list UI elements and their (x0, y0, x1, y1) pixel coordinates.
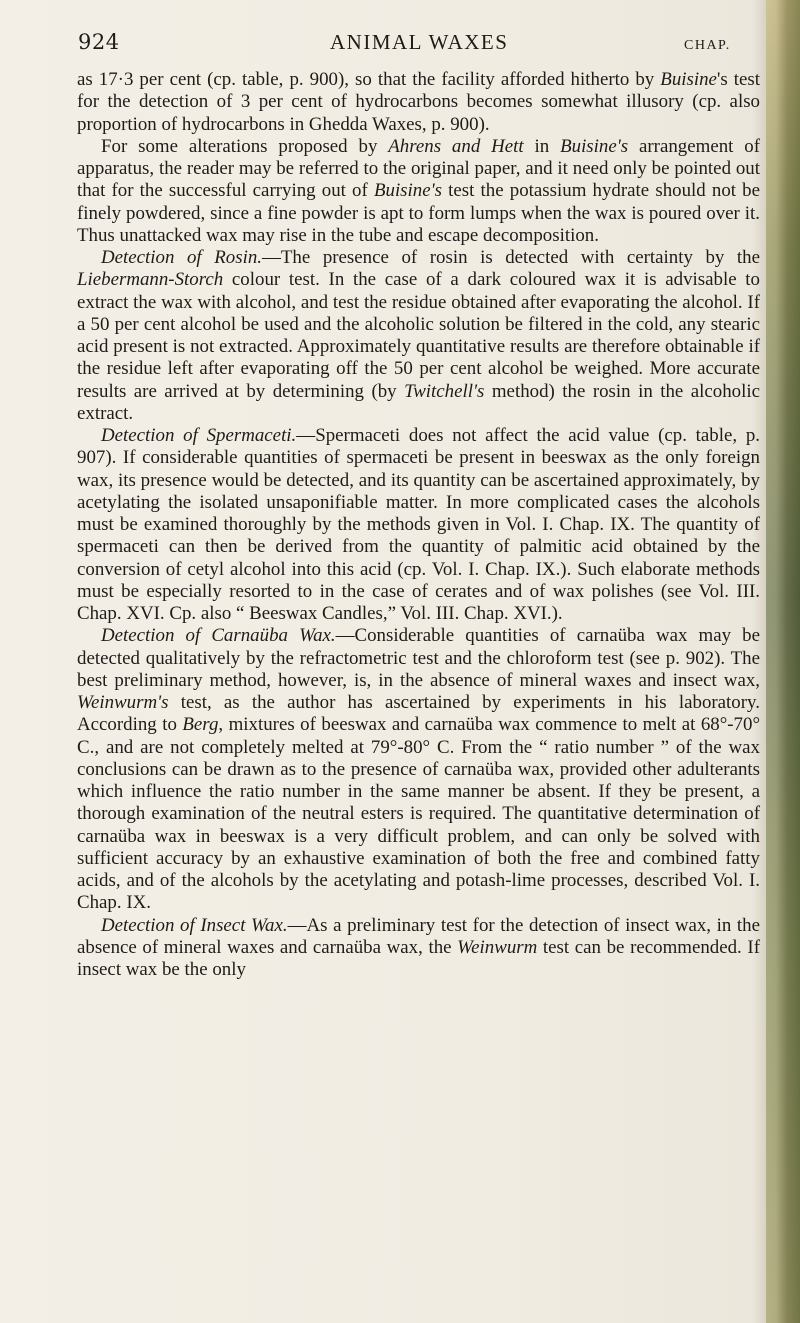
italic-term: Detection of Insect Wax. (101, 914, 288, 936)
paragraph-detection-insect-wax: Detection of Insect Wax.—As a preliminary test for the detection of insect wax, in the absence of mineral waxes and carnaüba wax, the Weinwurm test can be recommended. If insect wax be the only (77, 914, 761, 980)
page-number: 924 (78, 30, 120, 54)
paragraph-buisine-alterations: For some alterations proposed by Ahrens and Hett in Buisine's arrangement of apparatus, the reader may be referred to the original paper, and it need only be pointed out that for the successful carrying out of Buisine's test the potassium hydrate should not be finely powdered, since a fine powder is apt to form lumps when the wax is poured over it. Thus unattacked wax may rise in the tube and escape decomposition. (77, 135, 760, 246)
italic-term: Ahrens and Hett (388, 135, 524, 157)
paragraph-detection-carnauba: Detection of Carnaüba Wax.—Considerable quantities of carnaüba wax may be detected qualitatively by the refractometric test and the chloroform test (see p. 902). The best preliminary method, however, is, in the absence of mineral waxes and insect wax, Weinwurm's test, as the author has ascertained by experiments in his laboratory. According to Berg, mixtures of beeswax and carnaüba wax commence to melt at 68°-70° C., and are not completely melted at 79°-80° C. From the “ ratio number ” of the wax conclusions can be drawn as to the presence of carnaüba wax, provided other adulterants which influence the ratio number in the same manner be absent. If they be present, a thorough examination of the neutral esters is required. The quantitative determination of carnaüba wax in beeswax is a very difficult problem, and can only be solved with sufficient accuracy by an exhaustive examination of both the free and combined fatty acids, and of the alcohols by the acetylating and potash-lime processes, described Vol. I. Chap. IX. (77, 625, 760, 914)
running-title: ANIMAL WAXES (330, 30, 509, 54)
italic-term: Detection of Carnaüba Wax. (101, 625, 336, 647)
italic-term: Liebermann-Storch (77, 269, 224, 291)
italic-term: Twitchell's (404, 380, 485, 402)
paragraph-detection-rosin: Detection of Rosin.—The presence of rosin is detected with certainty by the Liebermann-Storch colour test. In the case of a dark coloured wax it is advisable to extract the wax with alcohol, and test the residue obtained after evaporating the alcohol. If a 50 per cent alcohol be used and the alcoholic solution be filtered in the cold, any stearic acid present is not extracted. Approximately quantitative results are therefore obtainable if the residue left after evaporating off the 50 per cent alcohol be weighed. More accurate results are arrived at by determining (by Twitchell's method) the rosin in the alcoholic extract. (77, 247, 761, 424)
italic-term: Detection of Spermaceti. (101, 425, 297, 446)
italic-term: Buisine's (373, 180, 443, 202)
body-text (77, 69, 760, 981)
chapter-mark: CHAP. (684, 38, 731, 53)
paragraph-detection-spermaceti: Detection of Spermaceti.—Spermaceti does not affect the acid value (cp. table, p. 907). If considerable quantities of spermaceti be present in beeswax as the only foreign wax, its presence would be detected, and its quantity can be ascertained approximately, by acetylating the isolated unsaponifiable matter. In more complicated cases the alcohols must be examined thoroughly by the methods given in Vol. I. Chap. IX. The quantity of spermaceti can then be derived from the quantity of palmitic acid obtained by the conversion of cetyl alcohol into this acid (cp. Vol. I. Chap. IX.). Such elaborate methods must be especially resorted to in the case of cerates and of wax polishes (see Vol. III. Chap. XVI. Cp. also “ Beeswax Candles,” Vol. III. Chap. XVI.). (77, 425, 761, 624)
italic-term: Weinwurm's (77, 692, 169, 713)
italic-term: Weinwurm (457, 936, 538, 958)
italic-term: Berg (182, 714, 219, 736)
paragraph-hydrocarbons: as 17·3 per cent (cp. table, p. 900), so that the facility afforded hitherto by Buisine's test for the detection of 3 per cent of hydrocarbons becomes somewhat illusory (cp. also proportion of hydrocarbons in Ghedda Waxes, p. 900). (77, 69, 760, 135)
book-edge-shadow (766, 0, 800, 1323)
italic-term: Detection of Rosin. (101, 247, 262, 268)
italic-term: Buisine (660, 69, 717, 90)
italic-term: Buisine's (560, 135, 629, 157)
page-header (0, 30, 760, 60)
